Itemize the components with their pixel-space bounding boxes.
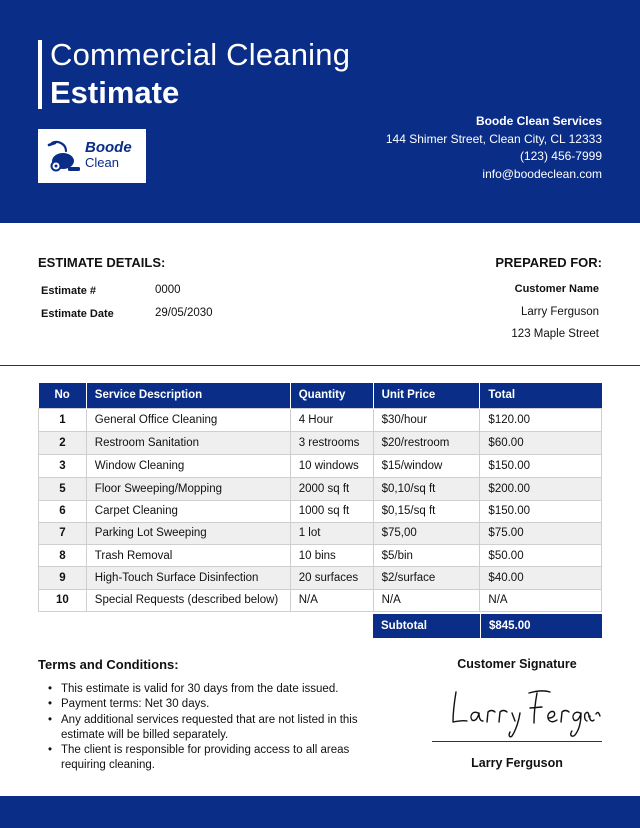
title-accent-bar	[38, 40, 42, 109]
row-description: Restroom Sanitation	[86, 431, 290, 454]
table-header-row	[39, 383, 602, 408]
row-quantity: N/A	[290, 589, 373, 611]
row-number: 10	[39, 589, 87, 611]
terms-heading: Terms and Conditions:	[38, 657, 179, 672]
row-unit-price: $0,15/sq ft	[373, 500, 480, 522]
table-row	[39, 589, 602, 611]
row-unit-price: $5/bin	[373, 545, 480, 567]
estimate-number-label: Estimate #	[41, 285, 97, 297]
signature-heading: Customer Signature	[457, 657, 577, 671]
row-total: $60.00	[480, 431, 602, 454]
row-description: Window Cleaning	[86, 454, 290, 477]
row-quantity: 4 Hour	[290, 408, 373, 431]
terms-item: • This estimate is valid for 30 days from the date issued.	[48, 682, 358, 697]
column-header-description: Service Description	[86, 383, 290, 408]
row-unit-price: $15/window	[373, 454, 480, 477]
footer-banner	[0, 796, 640, 828]
table-row	[39, 500, 602, 522]
row-number: 9	[39, 567, 87, 589]
row-number: 8	[39, 545, 87, 567]
logo-wordmark: Boode	[85, 139, 132, 156]
row-unit-price: N/A	[373, 589, 480, 611]
row-description: Special Requests (described below)	[86, 589, 290, 611]
row-number: 3	[39, 454, 87, 477]
estimate-number-value: 0000	[155, 284, 181, 296]
row-total: $150.00	[480, 500, 602, 522]
table-row	[39, 545, 602, 567]
row-unit-price: $30/hour	[373, 408, 480, 431]
table-row	[39, 477, 602, 500]
terms-list	[48, 682, 358, 774]
estimate-date-label: Estimate Date	[41, 308, 114, 320]
document-title: Commercial Cleaning	[50, 37, 351, 72]
customer-name: Larry Ferguson	[521, 306, 599, 318]
row-description: High-Touch Surface Disinfection	[86, 567, 290, 589]
row-unit-price: $20/restroom	[373, 431, 480, 454]
row-description: General Office Cleaning	[86, 408, 290, 431]
row-total: $50.00	[480, 545, 602, 567]
row-quantity: 20 surfaces	[290, 567, 373, 589]
terms-item: • Any additional services requested that are not listed in this estimate will be billed separately.	[48, 713, 358, 744]
terms-item: • The client is responsible for providing access to all areas requiring cleaning.	[48, 743, 358, 774]
subtotal-label: Subtotal	[373, 614, 480, 638]
row-total: $120.00	[480, 408, 602, 431]
customer-address: 123 Maple Street	[511, 328, 599, 340]
document-subtitle: Estimate	[50, 75, 180, 110]
services-table	[38, 383, 602, 612]
row-quantity: 2000 sq ft	[290, 477, 373, 500]
row-description: Parking Lot Sweeping	[86, 522, 290, 544]
row-number: 7	[39, 522, 87, 544]
logo-subword: Clean	[85, 155, 119, 170]
row-quantity: 1000 sq ft	[290, 500, 373, 522]
row-unit-price: $0,10/sq ft	[373, 477, 480, 500]
column-header-no: No	[39, 383, 87, 408]
row-description: Trash Removal	[86, 545, 290, 567]
row-total: $40.00	[480, 567, 602, 589]
table-row	[39, 431, 602, 454]
header-banner	[0, 0, 640, 223]
company-address: 144 Shimer Street, Clean City, CL 12333	[385, 131, 602, 146]
row-description: Carpet Cleaning	[86, 500, 290, 522]
row-quantity: 10 bins	[290, 545, 373, 567]
signer-name: Larry Ferguson	[471, 756, 563, 770]
handwritten-signature	[432, 680, 602, 740]
table-row	[39, 567, 602, 589]
column-header-unit-price: Unit Price	[373, 383, 480, 408]
customer-name-label: Customer Name	[514, 283, 599, 295]
row-number: 6	[39, 500, 87, 522]
row-unit-price: $2/surface	[373, 567, 480, 589]
table-row	[39, 454, 602, 477]
column-header-total: Total	[480, 383, 602, 408]
row-quantity: 10 windows	[290, 454, 373, 477]
signature-line	[432, 741, 602, 742]
column-header-quantity: Quantity	[290, 383, 373, 408]
row-total: $150.00	[480, 454, 602, 477]
row-total: $200.00	[480, 477, 602, 500]
prepared-for-heading: PREPARED FOR:	[495, 255, 602, 270]
table-row	[39, 408, 602, 431]
company-phone: (123) 456-7999	[519, 149, 602, 163]
estimate-details-heading: ESTIMATE DETAILS:	[38, 255, 166, 270]
row-quantity: 3 restrooms	[290, 431, 373, 454]
company-email: info@boodeclean.com	[482, 166, 602, 181]
company-name: Boode Clean Services	[475, 114, 602, 128]
row-number: 2	[39, 431, 87, 454]
vacuum-cleaner-icon	[46, 139, 82, 173]
subtotal-value: $845.00	[480, 614, 602, 638]
row-number: 1	[39, 408, 87, 431]
row-total: $75.00	[480, 522, 602, 544]
row-unit-price: $75,00	[373, 522, 480, 544]
company-logo	[38, 129, 146, 183]
terms-item: • Payment terms: Net 30 days.	[48, 697, 358, 712]
row-description: Floor Sweeping/Mopping	[86, 477, 290, 500]
row-total: N/A	[480, 589, 602, 611]
row-number: 5	[39, 477, 87, 500]
company-info	[386, 113, 602, 183]
estimate-date-value: 29/05/2030	[155, 307, 213, 319]
section-divider	[0, 365, 640, 366]
row-quantity: 1 lot	[290, 522, 373, 544]
table-row	[39, 522, 602, 544]
